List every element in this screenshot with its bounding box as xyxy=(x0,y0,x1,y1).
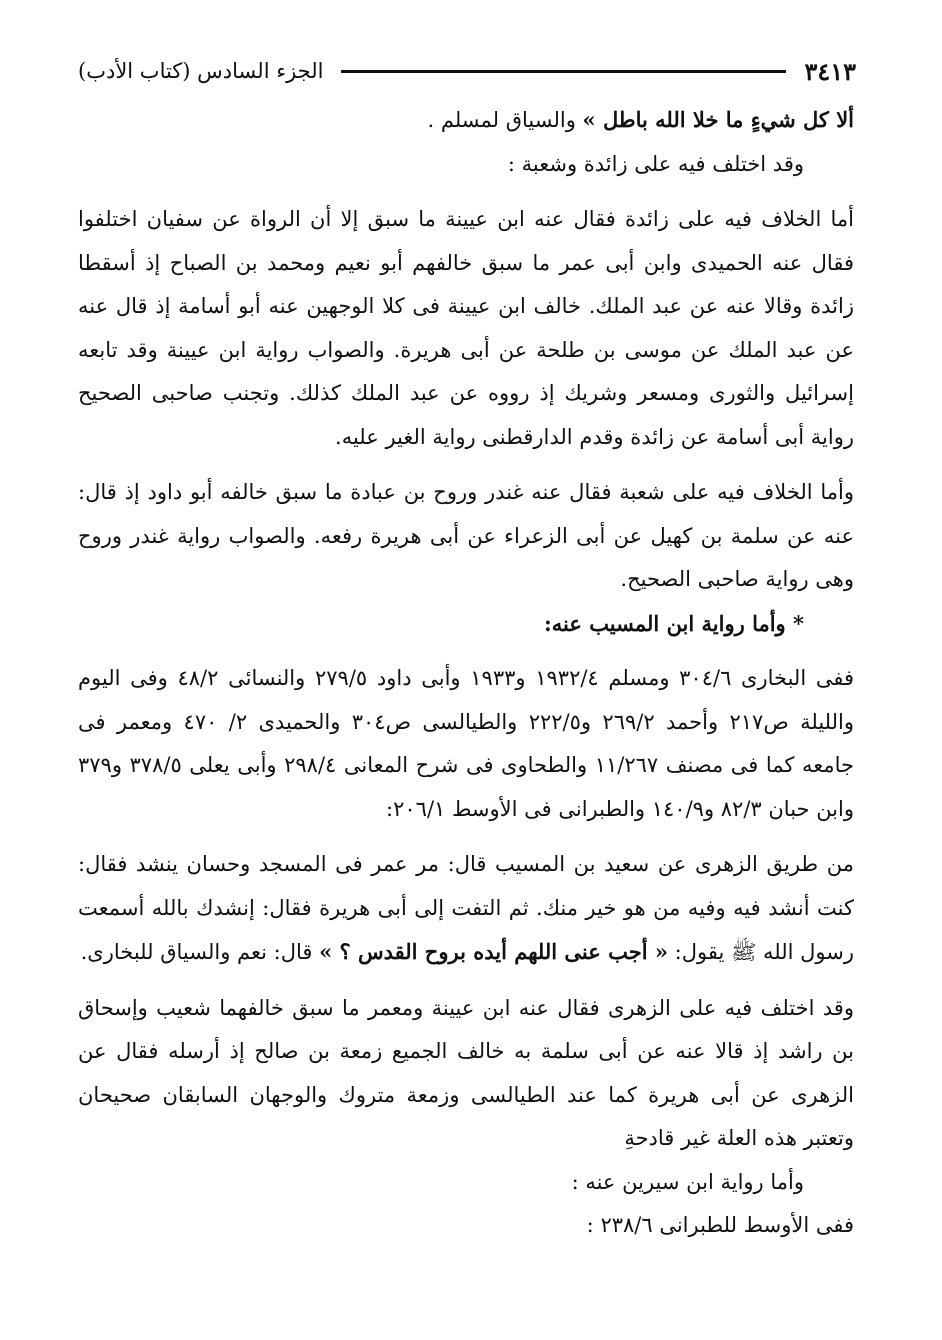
header-rule xyxy=(341,70,786,73)
hadith-quote: « أجب عنى اللهم أيده بروح القدس ؟ » xyxy=(319,939,668,964)
section-heading-ibn-musayyib: * وأما رواية ابن المسيب عنه: xyxy=(544,610,804,636)
page-body xyxy=(78,98,854,1248)
paragraph-2: وقد اختلف فيه على زائدة وشعبة : xyxy=(507,151,804,176)
running-title: الجزء السادس (كتاب الأدب) xyxy=(78,59,324,83)
paragraph-8: وقد اختلف فيه على الزهرى فقال عنه ابن عيينة ومعمر ما سبق خالفهما شعيب وإسحاق بن راشد إذ قالا عنه عن أبى سلمة به خالف الجميع زمعة بن صالح إذ أرسله فقال عن الزهرى عن أبى هريرة كما عند الطيالسى وزمعة متروك والوجهان السابقان صحيحان وتعتبر هذه العلة غير قادحةِ xyxy=(78,995,854,1150)
paragraph-3: أما الخلاف فيه على زائدة فقال عنه ابن عيينة ما سبق إلا أن الرواة عن سفيان اختلفوا فقال عنه الحميدى وابن أبى عمر ما سبق خالفهم أبو نعيم ومحمد بن الصباح إذ أسقطا زائدة وقالا عنه عن عبد الملك. خالف ابن عيينة فى كلا الوجهين عنه أبو أسامة إذ قال عنه عن عبد الملك عن موسى بن طلحة عن أبى هريرة. والصواب رواية ابن عيينة وقد تابعه إسرائيل والثورى ومسعر وشريك إذ رووه عن عبد الملك كذلك. وتجنب صاحبى الصحيح رواية أبى أسامة عن زائدة وقدم الدارقطنى رواية الغير عليه. xyxy=(78,207,854,449)
hadith-text-bold: ألا كل شيءٍ ما خلا الله باطل » xyxy=(582,107,854,132)
section-heading-ibn-sirin: وأما رواية ابن سيرين عنه : xyxy=(571,1169,804,1194)
hadith-text-rest: والسياق لمسلم . xyxy=(427,108,583,132)
paragraph-1 xyxy=(78,98,854,143)
paragraph-10: ففى الأوسط للطبرانى ٢٣٨/٦ : xyxy=(586,1213,854,1237)
paragraph-4: وأما الخلاف فيه على شعبة فقال عنه غندر وروح بن عبادة ما سبق خالفه أبو داود إذ قال: عنه عن سلمة بن كهيل عن أبى الزعراء عن أبى هريرة رفعه. والصواب رواية غندر وروح وهى رواية صاحبى الصحيح. xyxy=(78,480,854,591)
page-header xyxy=(78,54,856,88)
paragraph-7: من طريق الزهرى عن سعيد بن المسيب قال: مر عمر فى المسجد وحسان ينشد فقال: كنت أنشد فيه وفيه من هو خير منك. ثم التفت إلى أبى هريرة فقال: إنشدك بالله أسمعت رسول الله ﷺ يقول: « أجب عنى اللهم أيده بروح القدس ؟ » قال: نعم والسياق للبخارى. xyxy=(78,852,854,964)
paragraph-6: ففى البخارى ٣٠٤/٦ ومسلم ١٩٣٢/٤ و١٩٣٣ وأبى داود ٢٧٩/٥ والنسائى ٤٨/٢ وفى اليوم والليلة ص٢١٧ وأحمد ٢٦٩/٢ و٢٢٢/٥ والطيالسى ص٣٠٤ والحميدى ٢/ ٤٧٠ ومعمر فى جامعه كما فى مصنف ١١/٢٦٧ والطحاوى فى شرح المعانى ٢٩٨/٤ وأبى يعلى ٣٧٨/٥ و٣٧٩ وابن حبان ٨٢/٣ و١٤٠/٩ والطبرانى فى الأوسط ٢٠٦/١: xyxy=(78,666,855,821)
page-number: ٣٤١٣ xyxy=(804,56,856,86)
